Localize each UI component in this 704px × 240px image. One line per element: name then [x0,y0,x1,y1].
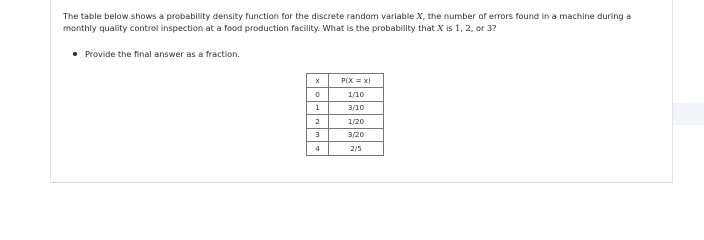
table-row [307,115,384,129]
table-row [307,101,384,115]
question-text-part: is [443,23,456,33]
table-header-row [307,74,384,88]
column-header-probability: P(X = x) [329,74,384,88]
cell-x: 0 [307,88,329,102]
value-1: 1 [455,23,461,33]
cell-probability: 1/20 [329,115,384,129]
variable-x: X [416,11,423,21]
cell-probability: 3/10 [329,101,384,115]
column-header-x: x [307,74,329,88]
value-2: 2 [465,23,471,33]
question-text-part: , or [470,23,487,33]
table-row [307,88,384,102]
cell-x: 3 [307,128,329,142]
card-divider [51,182,672,183]
cell-x: 4 [307,142,329,156]
cell-x: 1 [307,101,329,115]
table-row [307,142,384,156]
cell-probability: 2/5 [329,142,384,156]
question-text-part: , [460,23,466,33]
side-panel-tab[interactable] [673,103,704,125]
instruction-list [71,48,240,60]
question-text-part: ? [492,23,497,33]
table-row [307,128,384,142]
cell-x: 2 [307,115,329,129]
instruction-item: Provide the final answer as a fraction. [71,48,240,60]
variable-x: X [437,23,444,33]
cell-probability: 1/10 [329,88,384,102]
probability-table [306,73,384,156]
question-text-part: The table below shows a probability density function for the discrete random variable [63,11,417,21]
question-text-part: , the number of errors found in a machine during a monthly quality control inspection at a food production facility. What is the probability that [63,11,632,33]
value-3: 3 [486,23,493,33]
question-text [63,10,663,34]
cell-probability: 3/20 [329,128,384,142]
question-card [50,0,673,183]
